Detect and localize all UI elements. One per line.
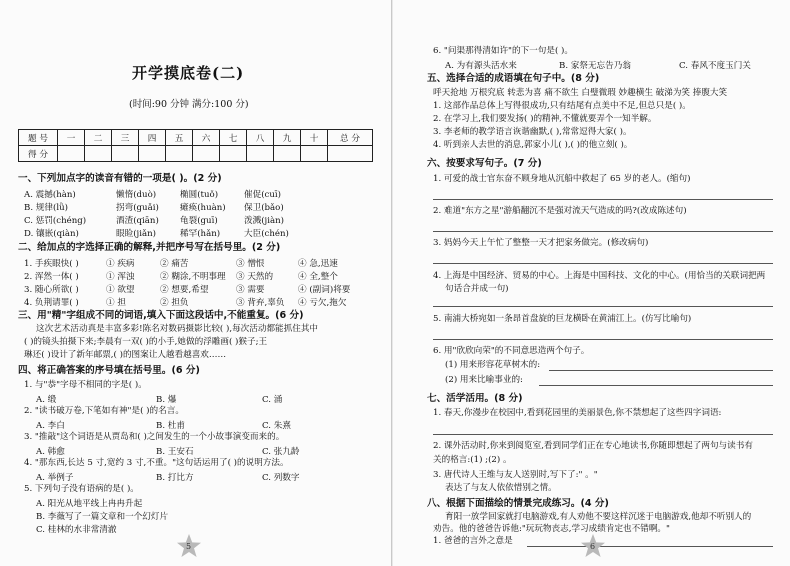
- q5-word-bank: 呼天抢地 万根究底 转悲为喜 痛不欲生 白璧微瑕 妙趣横生 破涕为笑 捧腹大笑: [433, 88, 728, 98]
- q6-item: 句话合并成一句): [445, 284, 509, 294]
- q5-sentence[interactable]: 2. 在学习上,我们要发扬( )的精神,不懂就要弄个一知半解。: [433, 114, 657, 124]
- score-cell[interactable]: [328, 146, 373, 162]
- q4-stem: 5. 下列句子没有语病的是( )。: [24, 484, 139, 494]
- page-number: 6: [590, 542, 596, 551]
- q7-heading: 七、活学活用。(8 分): [427, 393, 523, 404]
- q7-line: 1. 春天,你漫步在校园中,看到花园里的美丽景色,你不禁想起了这些四字词语:: [433, 408, 722, 418]
- q6-item: 3. 妈妈今天上午忙了整整一天才把家务做完。(修改病句): [433, 238, 649, 248]
- q2-choice: ③ 需要: [236, 285, 265, 295]
- q4-option[interactable]: C. 桂林的水非常清澈: [36, 525, 117, 535]
- q2-choice: ④ 急,迅速: [298, 259, 338, 269]
- score-cell: 得 分: [19, 146, 58, 162]
- q4-option[interactable]: A. 阳光从地平线上冉冉升起: [36, 499, 143, 509]
- q4-stem: 4. "那东西,长达 5 寸,宽约 3 寸,不重。"这句话运用了( )的说明方法。: [24, 458, 289, 468]
- q1-option[interactable]: D. 镶嵌(qiàn): [24, 229, 79, 239]
- q4-option[interactable]: B. 打比方: [156, 473, 194, 483]
- score-cell: 题 号: [19, 130, 58, 146]
- score-cell[interactable]: [193, 146, 220, 162]
- exam-subtitle: (时间:90 分钟 满分:100 分): [129, 99, 249, 110]
- q2-choice: ③ 憎恨: [236, 259, 265, 269]
- score-cell: 五: [166, 130, 193, 146]
- q8-line: 1. 爸爸的言外之意是: [433, 536, 513, 546]
- left-page: [0, 0, 392, 566]
- q4-option[interactable]: B. 家祭无忘告乃翁: [559, 61, 631, 71]
- q5-sentence[interactable]: 4. 听到亲人去世的消息,郭家小儿( ),( )的他立刻( )。: [433, 140, 633, 150]
- q4-stem: 3. "推敲"这个词语是从贾岛和( )之间发生的一个小故事演变而来的。: [24, 432, 285, 442]
- q2-choice: ① 担: [106, 298, 126, 308]
- q2-choice: ④ 全,整个: [298, 272, 338, 282]
- q4-option[interactable]: A. 为有源头活水来: [445, 61, 517, 71]
- q3-heading: 三、用"精"字组成不同的词语,填入下面这段话中,不能重复。(6 分): [18, 310, 304, 321]
- q4-stem: 1. 与"恭"字母不相同的字是( )。: [24, 380, 147, 390]
- q1-word: 拐弯(guǎi): [116, 203, 159, 213]
- q4-option[interactable]: A. 李白: [36, 421, 65, 431]
- q1-word: 酒渣(qiān): [116, 216, 159, 226]
- q1-word: 泼溅(jiàn): [244, 216, 284, 226]
- q8-heading: 八、根据下面描绘的情景完成练习。(4 分): [427, 498, 609, 509]
- answer-line[interactable]: [433, 199, 773, 200]
- q6-item: 1. 可爱的战士官东奋不顾身地从沉船中救起了 65 岁的老人。(缩句): [433, 174, 691, 184]
- q1-word: 椭圆(tuǒ): [180, 190, 219, 200]
- q1-heading: 一、下列加点字的读音有错的一项是( )。(2 分): [18, 173, 222, 184]
- q4-stem: 6. "问渠那得清如许"的下一句是( )。: [433, 46, 573, 56]
- q4-option[interactable]: B. 王安石: [156, 447, 194, 457]
- q2-choice: ① 疾病: [106, 259, 135, 269]
- q3-passage-line[interactable]: 这次艺术活动真是丰富多彩!陈名对数码摄影比较( ),每次活动都能抓住其中: [36, 324, 319, 334]
- score-cell: 三: [112, 130, 139, 146]
- score-cell: 四: [139, 130, 166, 146]
- q4-option[interactable]: C. 列数字: [262, 473, 300, 483]
- q5-sentence[interactable]: 3. 李老师的教学语言诙谐幽默,( ),常常逗得大家( )。: [433, 127, 632, 137]
- q2-item[interactable]: 4. 负荆请罪( ): [24, 298, 79, 308]
- q1-word: 眼睑(jiǎn): [116, 229, 156, 239]
- q7-line[interactable]: 关的格言:(1) ;(2) 。: [433, 455, 512, 465]
- q2-item[interactable]: 2. 浑然一体( ): [24, 272, 79, 282]
- score-table-score-row: [19, 146, 373, 162]
- answer-line[interactable]: [433, 434, 773, 435]
- score-cell: 九: [274, 130, 301, 146]
- q6-item: 2. 难道"东方之星"游船翻沉不是强对流天气造成的吗?(改成陈述句): [433, 206, 687, 216]
- q2-item[interactable]: 1. 手疾眼快( ): [24, 259, 79, 269]
- q3-passage-line[interactable]: ( )的镜头拍摄下来;李晨有一双( )的小手,她做的浮雕画( )猴子;王: [24, 337, 268, 347]
- q4-option[interactable]: C. 春风不度玉门关: [679, 61, 751, 71]
- q1-word: 大臣(chén): [244, 229, 289, 239]
- q5-sentence[interactable]: 1. 这部作品总体上写得很成功,只有结尾有点美中不足,但总只是( )。: [433, 101, 691, 111]
- score-cell: 二: [85, 130, 112, 146]
- q7-line: 2. 课外活动时,你来到阅览室,看到同学们正在专心地读书,你随即想起了两句与读书有: [433, 441, 753, 451]
- q4-option[interactable]: C. 朱熹: [262, 421, 291, 431]
- q2-choice: ④ (副词)将要: [298, 285, 351, 295]
- score-table-header-row: [19, 130, 373, 146]
- score-cell[interactable]: [274, 146, 301, 162]
- score-cell: 总 分: [328, 130, 373, 146]
- q2-choice: ④ 亏欠,拖欠: [298, 298, 347, 308]
- score-cell[interactable]: [139, 146, 166, 162]
- q6-item: 6. 用"欣欣向荣"的不同意思造两个句子。: [433, 346, 590, 356]
- q6-item: 5. 南浦大桥宛如一条昂首盘旋的巨龙横卧在黄浦江上。(仿写比喻句): [433, 314, 692, 324]
- q4-heading: 四、将正确答案的序号填在括号里。(6 分): [18, 365, 200, 376]
- q4-option[interactable]: B. 李薇写了一篇文章和一个幻灯片: [36, 512, 169, 522]
- score-cell[interactable]: [112, 146, 139, 162]
- q1-word: 瘫痪(huàn): [180, 203, 226, 213]
- q1-option[interactable]: B. 规律(lǜ): [24, 203, 68, 213]
- q1-word: 稀罕(hǎn): [180, 229, 221, 239]
- score-cell[interactable]: [247, 146, 274, 162]
- q2-heading: 二、给加点的字选择正确的解释,并把序号写在括号里。(2 分): [18, 242, 281, 253]
- q7-line[interactable]: 3. 唐代诗人王维与友人送别时,写下了:" 。": [433, 470, 598, 480]
- q2-choice: ② 想要,希望: [160, 285, 209, 295]
- q6-item: (1) 用来形容花草树木的:: [445, 360, 541, 370]
- score-cell[interactable]: [220, 146, 247, 162]
- q1-word: 催促(cuī): [244, 190, 281, 200]
- answer-line[interactable]: [433, 231, 773, 232]
- q4-option[interactable]: A. 缎: [36, 395, 57, 405]
- q1-word: 懒惰(duò): [116, 190, 157, 200]
- q1-word: 保卫(bǎo): [244, 203, 284, 213]
- q3-passage-line[interactable]: 琳还( )设计了新年邮票,( )的图案让人越看越喜欢……: [24, 350, 227, 360]
- score-table: [18, 129, 373, 162]
- answer-line[interactable]: [539, 385, 773, 386]
- answer-line[interactable]: [433, 306, 773, 307]
- q4-stem: 2. "读书破万卷,下笔如有神"是( )的名言。: [24, 406, 184, 416]
- q4-option[interactable]: B. 杜甫: [156, 421, 185, 431]
- q2-choice: ③ 背弃,辜负: [236, 298, 285, 308]
- q4-option[interactable]: B. 爆: [156, 395, 177, 405]
- q8-line: 劝告。他的爸爸告诉他:"玩玩物丧志,学习成绩肯定也不错啊。": [433, 524, 670, 534]
- q1-option[interactable]: C. 惩罚(chéng): [24, 216, 87, 226]
- q2-choice: ② 痛苦: [160, 259, 189, 269]
- q5-heading: 五、选择合适的成语填在句子中。(8 分): [427, 73, 600, 84]
- score-cell: 六: [193, 130, 220, 146]
- q2-choice: ② 担负: [160, 298, 189, 308]
- q4-option[interactable]: C. 张九龄: [262, 447, 300, 457]
- answer-line[interactable]: [549, 370, 773, 371]
- exam-title: 开学摸底卷(二): [132, 64, 245, 82]
- score-cell: 七: [220, 130, 247, 146]
- q2-choice: ① 浑浊: [106, 272, 135, 282]
- q2-choice: ③ 天然的: [236, 272, 274, 282]
- q6-item: 4. 上海是中国经济、贸易的中心。上海是中国科技、文化的中心。(用恰当的关联词把两: [433, 271, 766, 281]
- score-cell[interactable]: [166, 146, 193, 162]
- q4-option[interactable]: A. 韩愈: [36, 447, 65, 457]
- answer-line[interactable]: [433, 263, 773, 264]
- answer-line[interactable]: [433, 339, 773, 340]
- q2-item[interactable]: 3. 随心所欲( ): [24, 285, 79, 295]
- right-page: [393, 0, 790, 566]
- score-cell[interactable]: [301, 146, 328, 162]
- score-cell[interactable]: [85, 146, 112, 162]
- score-cell: 八: [247, 130, 274, 146]
- q2-choice: ① 欲望: [106, 285, 135, 295]
- score-cell[interactable]: [58, 146, 85, 162]
- q6-item: (2) 用来比喻事业的:: [445, 375, 523, 385]
- q6-heading: 六、按要求写句子。(7 分): [427, 158, 542, 169]
- q1-option[interactable]: A. 震撼(hàn): [24, 190, 76, 200]
- score-cell: 十: [301, 130, 328, 146]
- answer-line[interactable]: [527, 546, 773, 547]
- page-number: 5: [186, 542, 192, 551]
- q7-line: 表达了与友人依依惜别之情。: [445, 483, 557, 493]
- q8-line: 育阳一放学回家就打电脑游戏,有人劝他不要这样沉迷于电脑游戏,他却不听别人的: [445, 512, 752, 522]
- q1-word: 龟裂(guī): [180, 216, 218, 226]
- q2-choice: ② 糊涂,不明事理: [160, 272, 226, 282]
- q4-option[interactable]: C. 涌: [262, 395, 283, 405]
- q4-option[interactable]: A. 举例子: [36, 473, 74, 483]
- score-cell: 一: [58, 130, 85, 146]
